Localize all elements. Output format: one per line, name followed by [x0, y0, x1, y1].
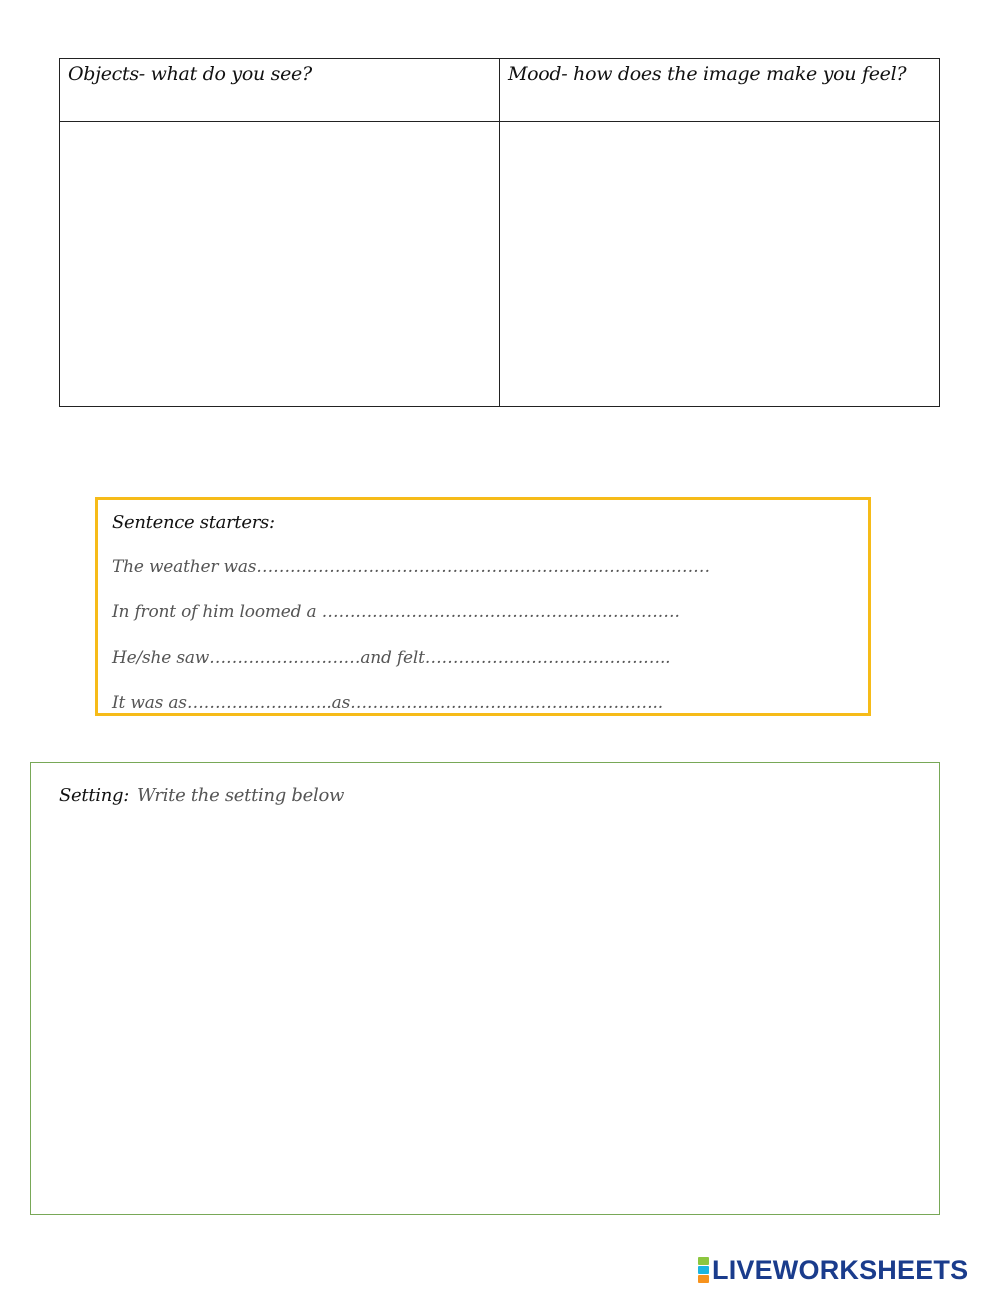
liveworksheets-logo [698, 1256, 968, 1284]
mood-header-cell [500, 59, 940, 122]
sentence-starters-title: Sentence starters: [112, 512, 275, 533]
starter-saw-felt: He/she saw………………………and felt…………………………………….. [112, 648, 671, 668]
starter-as-as: It was as……………………..as……………………………………………….. [112, 693, 663, 713]
logo-block-green [698, 1257, 709, 1265]
logo-block-orange [698, 1275, 709, 1283]
objects-answer-cell[interactable] [60, 122, 500, 407]
setting-label: Setting: [59, 785, 129, 806]
objects-header: Objects- what do you see? [68, 63, 312, 85]
logo-block-blue [698, 1266, 709, 1274]
starter-weather: The weather was……………………………………………………………………… [112, 557, 710, 577]
sentence-starters-box [95, 497, 871, 716]
objects-header-cell [60, 59, 500, 122]
table-answer-row [60, 122, 940, 407]
setting-instruction: Write the setting below [137, 785, 345, 806]
logo-wordmark: LIVEWORKSHEETS [712, 1255, 969, 1285]
starter-loomed: In front of him loomed a ………………………………………………………. [112, 602, 680, 622]
setting-writing-box[interactable] [30, 762, 940, 1215]
logo-blocks-icon [698, 1257, 709, 1283]
mood-answer-cell[interactable] [500, 122, 940, 407]
observation-table [59, 58, 940, 407]
table-header-row [60, 59, 940, 122]
mood-header: Mood- how does the image make you feel? [508, 63, 907, 85]
